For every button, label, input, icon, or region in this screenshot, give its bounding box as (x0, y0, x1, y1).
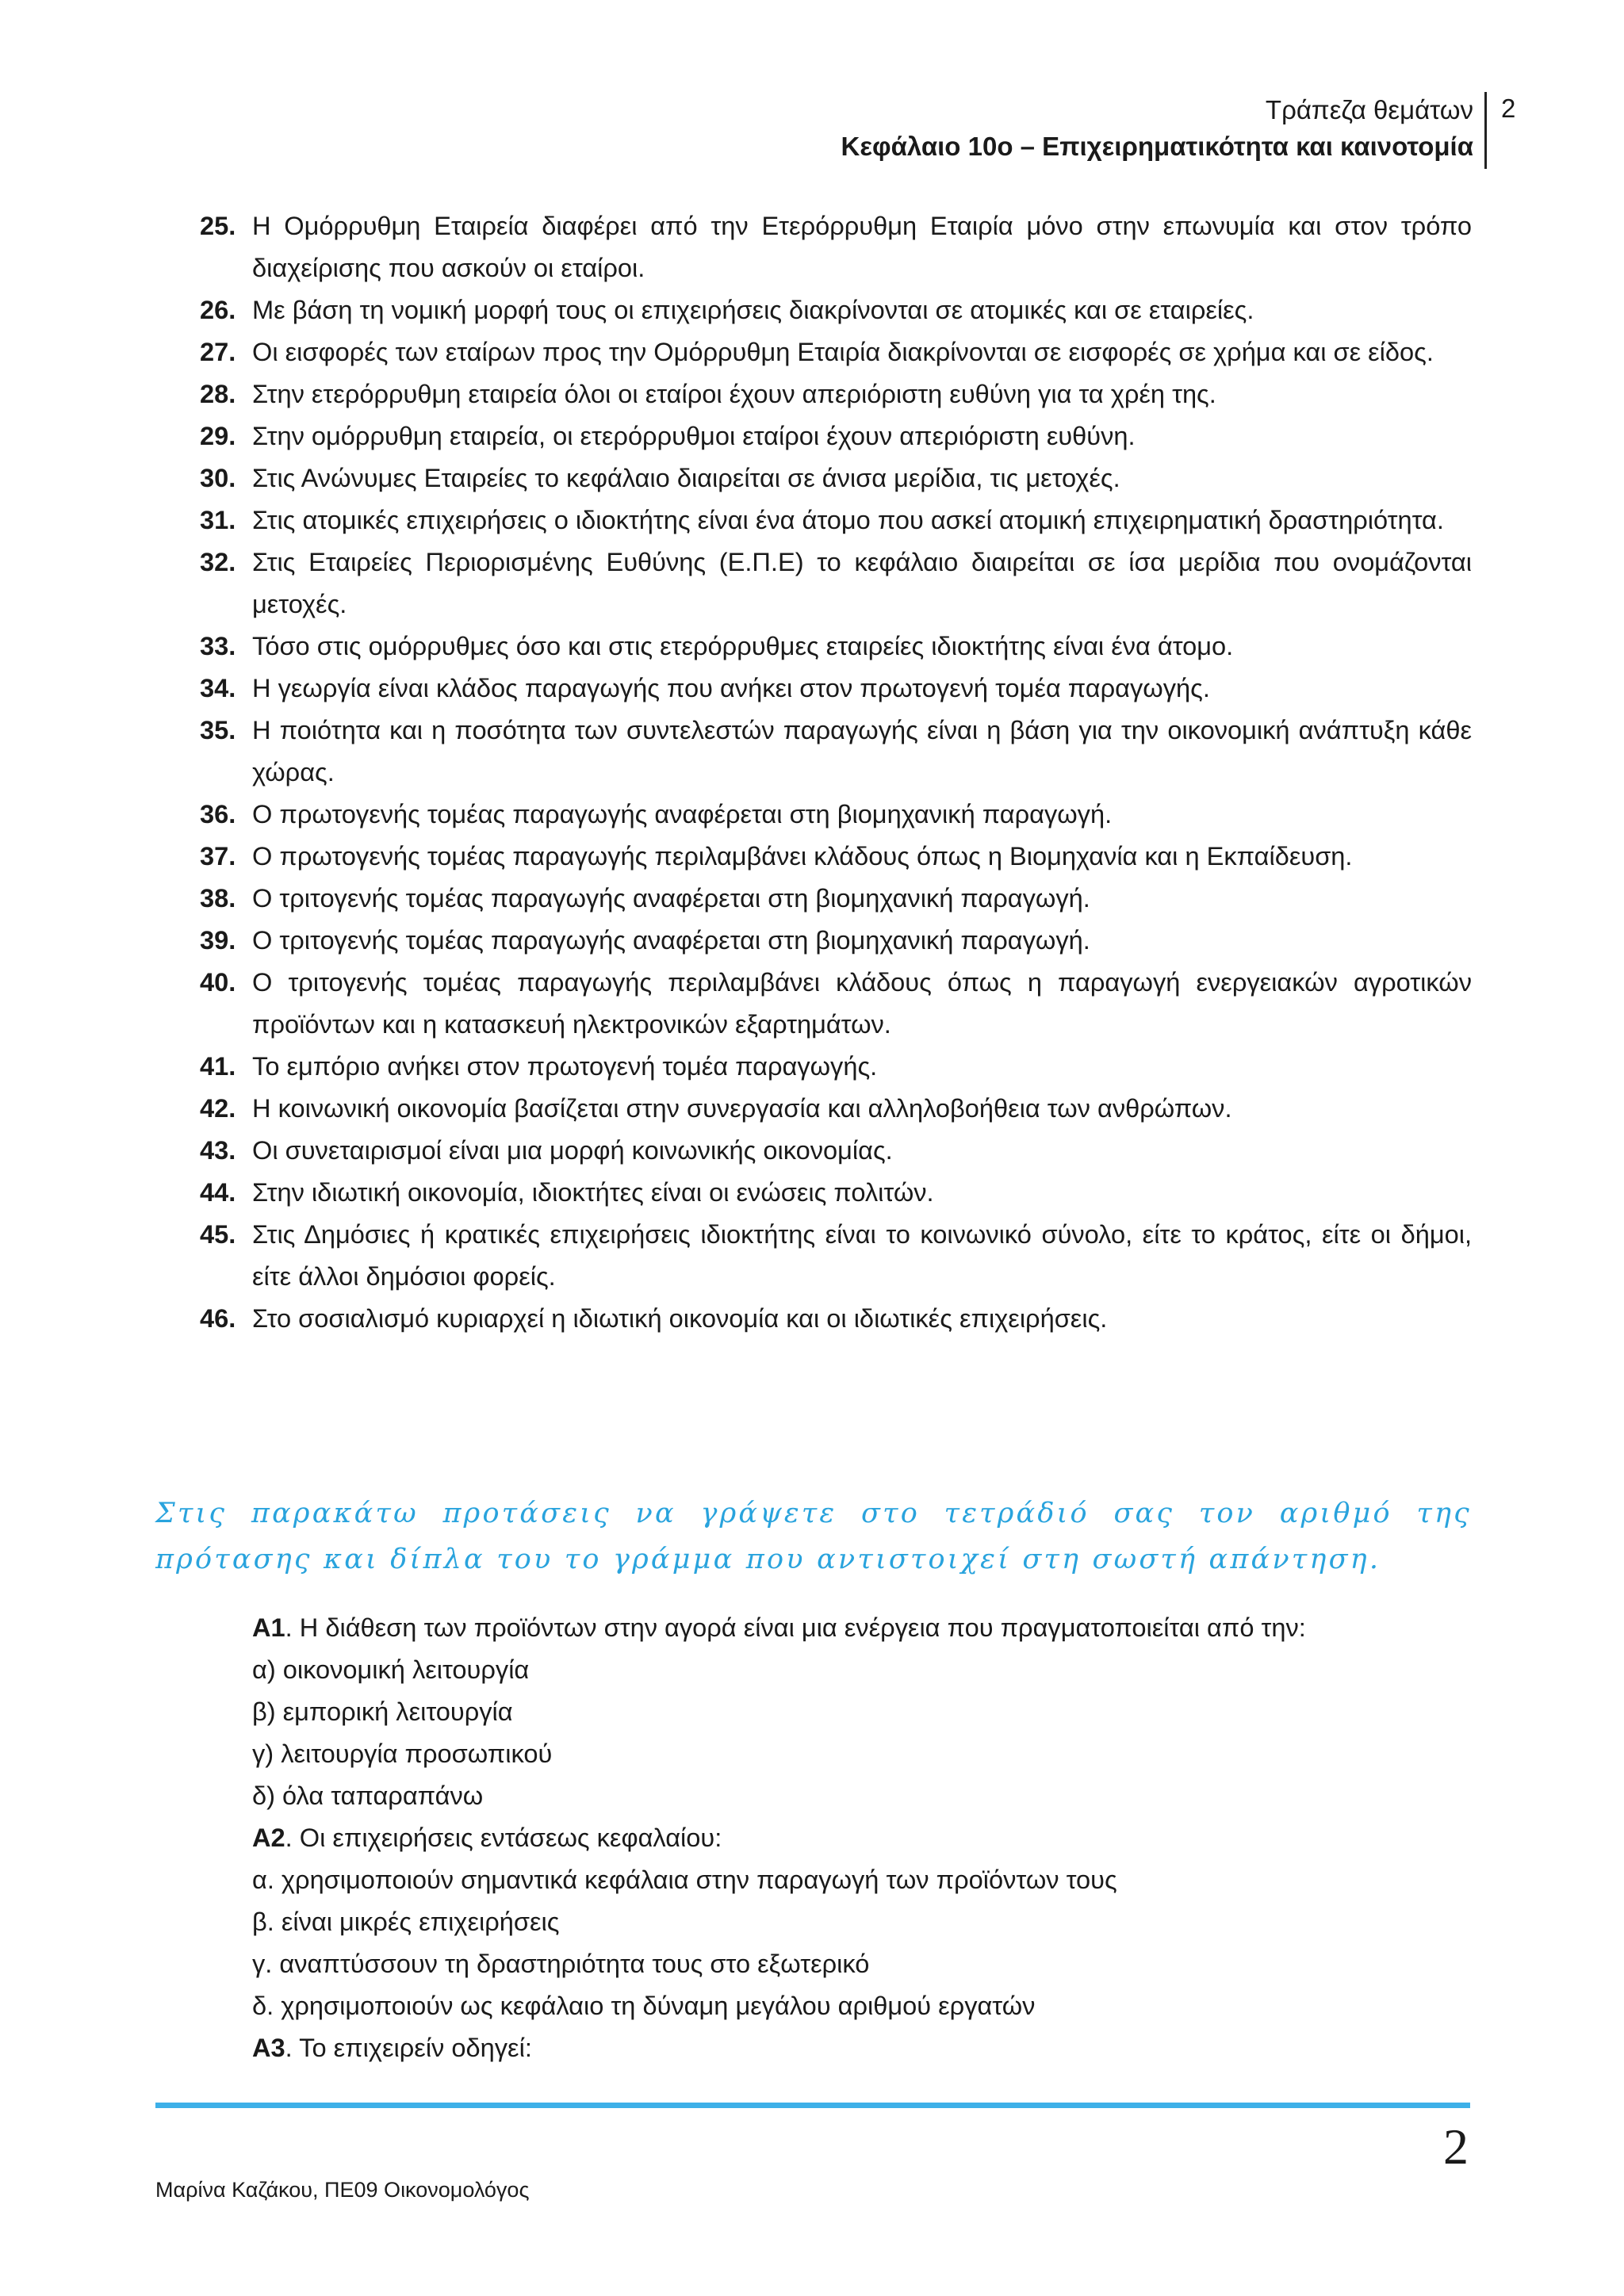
item-text: Στην ετερόρρυθμη εταιρεία όλοι οι εταίροι έχουν απεριόριστη ευθύνη για τα χρέη της. (252, 379, 1216, 408)
answer-option: δ. χρησιμοποιούν ως κεφάλαιο τη δύναμη μεγάλου αριθμού εργατών (252, 1991, 1036, 2020)
item-text: Η Ομόρρυθμη Εταιρεία διαφέρει από την Ετερόρρυθμη Εταιρία μόνο στην επωνυμία και στον τρόπο διαχείρισης που ασκούν οι εταίροι. (252, 211, 1472, 282)
item-number: 34. (200, 673, 236, 702)
item-text: Το εμπόριο ανήκει στον πρωτογενή τομέα παραγωγής. (252, 1051, 878, 1081)
list-item (200, 961, 1472, 1045)
item-text: Στην ιδιωτική οικονομία, ιδιοκτήτες είναι οι ενώσεις πολιτών. (252, 1177, 934, 1207)
item-text: Οι συνεταιρισμοί είναι μια μορφή κοινωνικής οικονομίας. (252, 1135, 893, 1165)
item-text: Ο τριτογενής τομέας παραγωγής αναφέρεται στη βιομηχανική παραγωγή. (252, 925, 1090, 955)
item-number: 39. (200, 925, 236, 955)
list-item (200, 919, 1472, 961)
list-item (200, 709, 1472, 793)
question-line (252, 2026, 1489, 2068)
item-text: Στις ατομικές επιχειρήσεις ο ιδιοκτήτης είναι ένα άτομο που ασκεί ατομική επιχειρηματική δραστηριότητα. (252, 505, 1444, 534)
item-number: 46. (200, 1303, 236, 1333)
page-header (841, 92, 1473, 165)
item-text: Στις Δημόσιες ή κρατικές επιχειρήσεις ιδιοκτήτης είναι το κοινωνικό σύνολο, είτε το κράτος, είτε οι δήμοι, είτε άλλοι δημόσιοι φορείς. (252, 1219, 1472, 1291)
list-item (200, 877, 1472, 919)
item-text: Στις Ανώνυμες Εταιρείες το κεφάλαιο διαιρείται σε άνισα μερίδια, τις μετοχές. (252, 463, 1120, 492)
answer-option: α. χρησιμοποιούν σημαντικά κεφάλαια στην παραγωγή των προϊόντων τους (252, 1865, 1117, 1894)
list-item (200, 1297, 1472, 1339)
list-item (200, 1087, 1472, 1129)
list-item (200, 331, 1472, 373)
chapter-title: Κεφάλαιο 10ο – Επιχειρηματικότητα και καινοτομία (841, 132, 1473, 161)
footer-divider (155, 2103, 1470, 2108)
question-number: Α2 (252, 1823, 285, 1852)
item-text: Οι εισφορές των εταίρων προς την Ομόρρυθμη Εταιρία διακρίνονται σε εισφορές σε χρήμα και σε είδος. (252, 337, 1434, 366)
list-item (200, 625, 1472, 667)
item-number: 30. (200, 463, 236, 492)
item-number: 29. (200, 421, 236, 450)
question-number: Α3 (252, 2033, 285, 2062)
item-text: Τόσο στις ομόρρυθμες όσο και στις ετερόρρυθμες εταιρείες ιδιοκτήτης είναι ένα άτομο. (252, 631, 1234, 660)
item-text: Στο σοσιαλισμό κυριαρχεί η ιδιωτική οικονομία και οι ιδιωτικές επιχειρήσεις. (252, 1303, 1108, 1333)
question-line (252, 1606, 1489, 1648)
item-text: Ο πρωτογενής τομέας παραγωγής αναφέρεται στη βιομηχανική παραγωγή. (252, 799, 1113, 828)
item-number: 40. (200, 967, 236, 997)
item-number: 35. (200, 715, 236, 744)
true-false-list (200, 205, 1472, 1339)
question-text: . Η διάθεση των προϊόντων στην αγορά είναι μια ενέργεια που πραγματοποιείται από την: (285, 1613, 1306, 1642)
item-text: Με βάση τη νομική μορφή τους οι επιχειρήσεις διακρίνονται σε ατομικές και σε εταιρείες. (252, 295, 1254, 324)
list-item (200, 373, 1472, 415)
list-item (200, 1045, 1472, 1087)
item-number: 42. (200, 1093, 236, 1123)
item-number: 44. (200, 1177, 236, 1207)
answer-option: γ. αναπτύσσουν τη δραστηριότητα τους στο εξωτερικό (252, 1949, 870, 1978)
multiple-choice-list (252, 1606, 1489, 2068)
item-number: 33. (200, 631, 236, 660)
list-item (200, 457, 1472, 499)
item-number: 43. (200, 1135, 236, 1165)
answer-option: β. είναι μικρές επιχειρήσεις (252, 1907, 560, 1936)
list-item (200, 499, 1472, 541)
item-text: Η ποιότητα και η ποσότητα των συντελεστών παραγωγής είναι η βάση για την οικονομική ανάπτυξη κάθε χώρας. (252, 715, 1472, 786)
list-item (200, 835, 1472, 877)
item-number: 28. (200, 379, 236, 408)
question-text: . Το επιχειρείν οδηγεί: (285, 2033, 532, 2062)
item-text: Ο τριτογενής τομέας παραγωγής περιλαμβάνει κλάδους όπως η παραγωγή ενεργειακών αγροτικών προϊόντων και η κατασκευή ηλεκτρονικών εξαρτημάτων. (252, 967, 1472, 1039)
item-number: 31. (200, 505, 236, 534)
item-text: Η γεωργία είναι κλάδος παραγωγής που ανήκει στον πρωτογενή τομέα παραγωγής. (252, 673, 1210, 702)
bank-title: Τράπεζα θεμάτων (1265, 95, 1473, 124)
item-text: Η κοινωνική οικονομία βασίζεται στην συνεργασία και αλληλοβοήθεια των ανθρώπων. (252, 1093, 1232, 1123)
list-item (200, 415, 1472, 457)
item-number: 32. (200, 547, 236, 576)
answer-option: δ) όλα ταπαραπάνω (252, 1781, 484, 1810)
question-line (252, 1816, 1489, 1858)
item-number: 37. (200, 841, 236, 871)
list-item (200, 205, 1472, 289)
answer-option: α) οικονομική λειτουργία (252, 1655, 530, 1684)
header-page-number: 2 (1501, 94, 1516, 123)
list-item (200, 1171, 1472, 1213)
item-number: 36. (200, 799, 236, 828)
item-text: Ο πρωτογενής τομέας παραγωγής περιλαμβάνει κλάδους όπως η Βιομηχανία και η Εκπαίδευση. (252, 841, 1353, 871)
item-number: 25. (200, 211, 236, 240)
list-item (200, 1129, 1472, 1171)
header-divider (1484, 92, 1487, 169)
question-number: Α1 (252, 1613, 285, 1642)
item-text: Στην ομόρρυθμη εταιρεία, οι ετερόρρυθμοι εταίροι έχουν απεριόριστη ευθύνη. (252, 421, 1136, 450)
list-item (200, 289, 1472, 331)
item-number: 27. (200, 337, 236, 366)
item-text: Ο τριτογενής τομέας παραγωγής αναφέρεται στη βιομηχανική παραγωγή. (252, 883, 1090, 913)
footer-page-number: 2 (1443, 2118, 1469, 2175)
item-number: 38. (200, 883, 236, 913)
instruction-text: Στις παρακάτω προτάσεις να γράψετε στο τετράδιό σας τον αριθμό της πρότασης και δίπλα του το γράμμα που αντιστοιχεί στη σωστή απάντηση. (155, 1498, 1472, 1575)
answer-option: β) εμπορική λειτουργία (252, 1697, 513, 1726)
item-number: 26. (200, 295, 236, 324)
item-number: 45. (200, 1219, 236, 1249)
list-item (200, 667, 1472, 709)
list-item (200, 541, 1472, 625)
item-text: Στις Εταιρείες Περιορισμένης Ευθύνης (Ε.Π.Ε) το κεφάλαιο διαιρείται σε ίσα μερίδια που ονομάζονται μετοχές. (252, 547, 1472, 618)
item-number: 41. (200, 1051, 236, 1081)
question-text: . Οι επιχειρήσεις εντάσεως κεφαλαίου: (285, 1823, 722, 1852)
list-item (200, 793, 1472, 835)
list-item (200, 1213, 1472, 1297)
footer-author: Μαρίνα Καζάκου, ΠΕ09 Οικονομολόγος (155, 2178, 530, 2202)
answer-option: γ) λειτουργία προσωπικού (252, 1739, 553, 1768)
